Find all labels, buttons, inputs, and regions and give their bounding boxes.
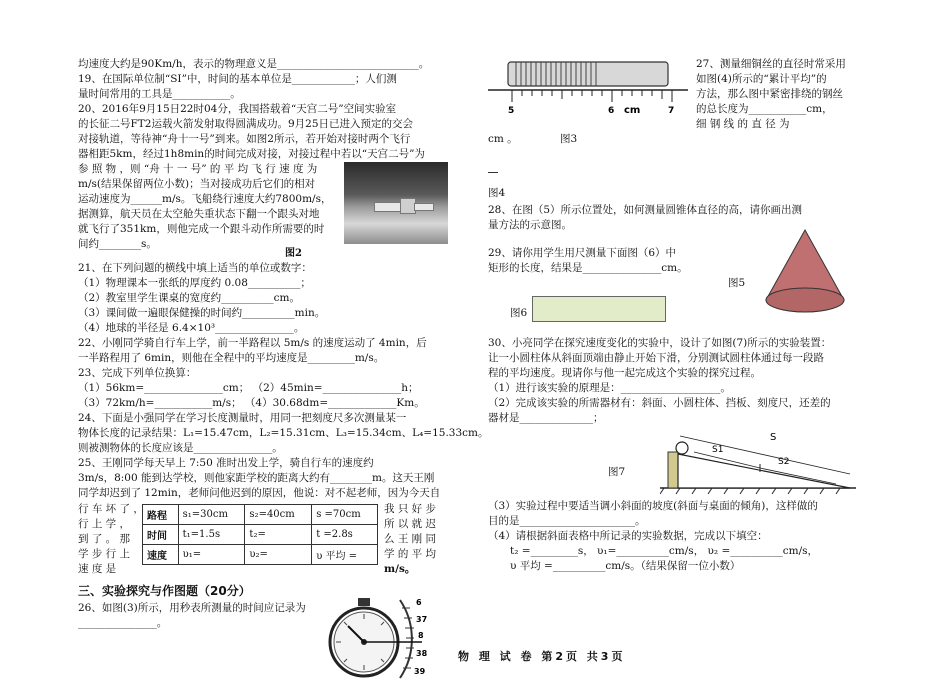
section-3-heading: 三、实验探究与作图题（20分） — [78, 584, 251, 598]
stopwatch-figure — [322, 594, 442, 680]
table-cell: t₂= — [245, 525, 312, 545]
text-line: 的长征二号FT2运载火箭发射取得圆满成功。9月25日已进入预定的交会 — [78, 118, 414, 130]
table-cell: 路程 — [143, 505, 179, 525]
text-line: 25、王刚同学每天早上 7:50 准时出发上学，骑自行车的速度约 — [78, 457, 374, 469]
text-line: 30、小亮同学在探究速度变化的实验中，设计了如图(7)所示的实验装置： — [488, 337, 832, 349]
text-line: （3）课间做一遍眼保健操的时间约__________min。 — [78, 307, 326, 319]
text-line: 的总长度为___________cm， — [696, 103, 833, 115]
text-line: m/s。 — [384, 563, 416, 575]
text-line: 运动速度为______m/s。飞船绕行速度大约7800m/s， — [78, 193, 332, 205]
table-row — [143, 545, 378, 565]
fig7-label-s2: S2 — [778, 457, 790, 467]
text-line: 量方法的示意图。 — [488, 219, 572, 231]
text-line: 参 照 物 ，则 “舟 十 一 号” 的 平 均 飞 行 速 度 为 — [78, 163, 318, 175]
text-line: 行 上 学 ， — [78, 518, 131, 530]
stopwatch-number: 39 — [414, 667, 426, 676]
text-line: 么 王 刚 同 — [384, 533, 437, 545]
figure-4-placeholder — [488, 172, 498, 173]
text-line: （2）教室里学生课桌的宽度约__________cm。 — [78, 292, 301, 304]
text-line: （1）进行该实验的原理是：___________________。 — [488, 382, 731, 394]
text-line: 矩形的长度，结果是_______________cm。 — [488, 262, 688, 274]
text-line: 学 步 行 上 — [78, 548, 131, 560]
text-line: 所 以 就 迟 — [384, 518, 437, 530]
stopwatch-number: 37 — [416, 615, 428, 624]
text-line: 则被测物体的长度应该是_______________。 — [78, 442, 283, 454]
text-line: 速 度 是 — [78, 563, 117, 575]
text-line: 27、测量细铜丝的直径时常采用 — [696, 58, 846, 70]
text-line: 就飞行了351km，则他完成一个跟斗动作所需要的时 — [78, 223, 325, 235]
stopwatch-number: 8 — [418, 631, 424, 640]
text-line: 器相距5km，经过1h8min的时间完成对接，对接过程中若以“天宫二号”为 — [78, 148, 425, 160]
text-line: 一半路程用了 6min，则他在全程中的平均速度是_________m/s。 — [78, 352, 385, 364]
figure-7-caption: 图7 — [608, 466, 626, 478]
text-line: 到 了 。 那 — [78, 533, 131, 545]
text-line: cm 。 — [488, 133, 518, 145]
figure-3-caption: 图3 — [560, 133, 578, 145]
figure-7-incline — [660, 428, 860, 498]
text-line: 20、2016年9月15日22时04分，我国搭载着“天宫二号”空间实验室 — [78, 103, 397, 115]
text-line: （4）地球的半径是 6.4×10³_______________。 — [78, 322, 305, 334]
ruler-label: 6 — [608, 106, 615, 116]
figure-6-rectangle — [532, 296, 666, 322]
page-footer: 物 理 试 卷 第2页 共3页 — [458, 650, 626, 663]
text-line: 21、在下列问题的横线中填上适当的单位或数字： — [78, 262, 312, 274]
text-line: m/s(结果保留两位小数)；当对接成功后它们的相对 — [78, 178, 316, 190]
text-line: 让一小圆柱体从斜面顶端由静止开始下滑，分别测试圆柱体通过每一段路 — [488, 352, 824, 364]
ruler-label: cm — [624, 105, 641, 116]
text-line: 量时间常用的工具是___________。 — [78, 88, 241, 100]
ruler-label: 7 — [668, 106, 675, 116]
text-line: 器材是______________； — [488, 412, 604, 424]
ruler-label: 5 — [508, 106, 515, 116]
table-row — [143, 505, 378, 525]
figure-3-coil-ruler — [488, 52, 688, 118]
text-line: 3m/s，8:00 能到达学校，则他家距学校的距离大约有________m。这天王刚 — [78, 472, 435, 484]
stopwatch-number: 38 — [416, 649, 428, 658]
text-line: （3）72km/h=___________m/s； （4）30.68dm=_____________Km。 — [78, 397, 425, 409]
text-line: 23、完成下列单位换算： — [78, 367, 197, 379]
table-cell: υ 平均 = — [312, 545, 378, 565]
text-line: 24、下面是小强同学在学习长度测量时，用同一把刻度尺多次测量某一 — [78, 412, 407, 424]
text-line: 29、请你用学生用尺测量下面图（6）中 — [488, 247, 677, 259]
text-line: υ 平均 =__________cm/s。（结果保留一位小数） — [510, 560, 741, 572]
text-line: 据测算，航天员在太空舱失重状态下翻一个跟头对地 — [78, 208, 320, 220]
text-line: 对接轨道，等待神“舟十一号”到来。如图2所示，若开始对接时两个飞行 — [78, 133, 411, 145]
text-line: 19、在国际单位制“SI”中，时间的基本单位是____________；人们测 — [78, 73, 397, 85]
text-line: 我 只 好 步 — [384, 503, 437, 515]
figure-5-caption: 图5 — [728, 277, 746, 289]
figure-4-caption: 图4 — [488, 187, 506, 199]
text-line: _______________。 — [78, 617, 168, 629]
text-line: t₂ =_________s， υ₁=__________cm/s， υ₂ =__________cm/s， — [510, 545, 819, 557]
text-line: 如图(4)所示的“累计平均”的 — [696, 73, 827, 85]
text-line: 22、小刚同学骑自行车上学，前一半路程以 5m/s 的速度运动了 4min，后 — [78, 337, 427, 349]
text-line: （1）物理课本一张纸的厚度约 0.08__________； — [78, 277, 311, 289]
figure-2-photo — [344, 162, 448, 244]
table-cell: s₁=30cm — [178, 505, 245, 525]
text-line: 行 车 坏 了 ， — [78, 503, 144, 515]
text-line: 同学却迟到了 12min，老师问他迟到的原因，他说：对不起老师，因为今天自 — [78, 487, 441, 499]
text-line: （2）完成该实验的所需器材有：斜面、小圆柱体、挡板、刻度尺，还差的 — [488, 397, 831, 409]
table-cell: υ₁= — [178, 545, 245, 565]
fig7-label-s1: S1 — [712, 445, 724, 455]
table-row — [143, 525, 378, 545]
text-line: （4）请根据斜面表格中所记录的实验数据，完成以下填空： — [488, 530, 768, 542]
text-line: 26、如图(3)所示，用秒表所测量的时间应记录为 — [78, 602, 306, 614]
table-cell: t₁=1.5s — [178, 525, 245, 545]
table-cell: t =2.8s — [312, 525, 378, 545]
figure-5-cone — [762, 228, 848, 316]
text-line: 间约________s。 — [78, 238, 157, 250]
table-cell: s =70cm — [312, 505, 378, 525]
text-line: 28、在图（5）所示位置处，如何测量圆锥体直径的高，请你画出测 — [488, 204, 803, 216]
text-line: 程的平均速度。现请你与他一起完成这个实验的探究过程。 — [488, 367, 761, 379]
text-line: （1）56km=_______________cm； （2）45min=_______________h； — [78, 382, 419, 394]
text-line: 细 钢 线 的 直 径 为 — [696, 118, 790, 130]
text-line: 方法，那么图中紧密排绕的钢丝 — [696, 88, 843, 100]
text-line: 学 的 平 均 — [384, 548, 437, 560]
table-cell: s₂=40cm — [245, 505, 312, 525]
text-line: 物体长度的记录结果：L₁=15.47cm，L₂=15.31cm、L₃=15.34cm、L₄=15.33cm。 — [78, 427, 489, 439]
table-cell: 时间 — [143, 525, 179, 545]
data-table — [142, 504, 378, 565]
text-line: 均速度大约是90Km/h，表示的物理意义是___________________________。 — [78, 58, 430, 70]
text-line: 目的是______________________。 — [488, 515, 646, 527]
fig7-label-s: S — [770, 432, 777, 443]
text-line: （3）实验过程中要适当调小斜面的坡度(斜面与桌面的倾角)，这样做的 — [488, 500, 818, 512]
figure-2-caption: 图2 — [285, 248, 302, 259]
figure-6-caption: 图6 — [510, 307, 528, 319]
table-cell: υ₂= — [245, 545, 312, 565]
stopwatch-number: 6 — [416, 598, 422, 607]
table-cell: 速度 — [143, 545, 179, 565]
